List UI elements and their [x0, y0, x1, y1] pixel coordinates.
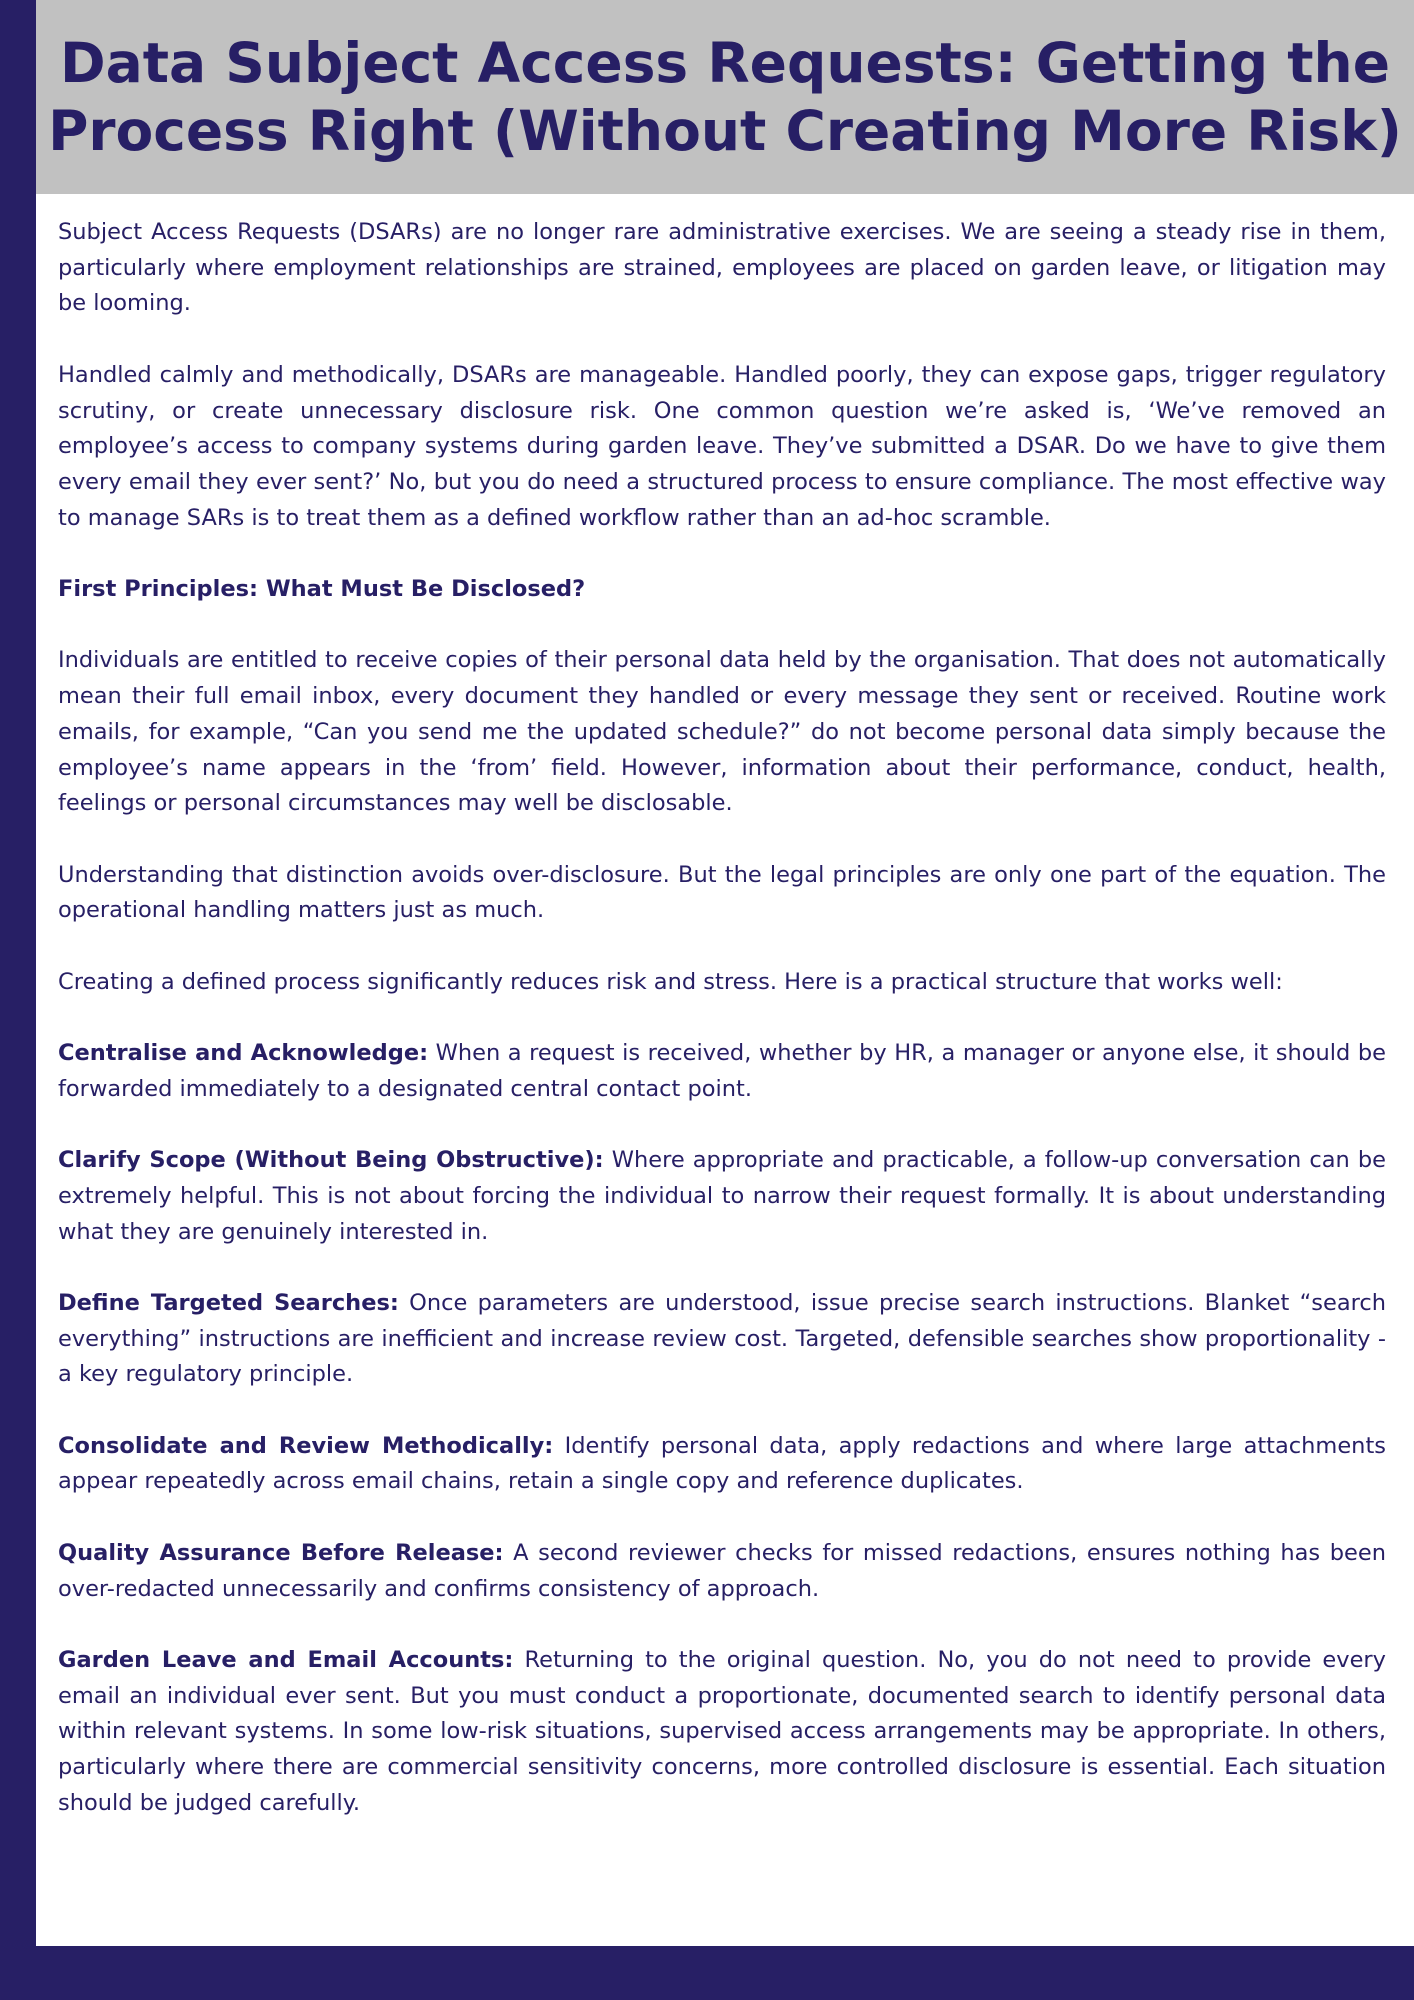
step-label: Clarify Scope (Without Being Obstructive):	[58, 1147, 604, 1174]
page-title	[48, 29, 1402, 165]
title-line-2: Process Right (Without Creating More Risk)	[48, 99, 1402, 163]
title-banner	[36, 0, 1414, 194]
step-label: Define Targeted Searches:	[58, 1289, 399, 1316]
step-text: Returning to the original question. No, you do not need to provide every email an individual ever sent. But you must conduct a proportionate, documented search to identify personal data within relevant systems. In some low-risk situations, supervised access arrangements may be appropriate. In others, particularly where there are commercial sensitivity concerns, more controlled disclosure is essential. Each situation should be judged carefully.	[58, 1646, 1386, 1816]
process-step	[58, 1429, 1386, 1500]
process-step	[58, 1643, 1386, 1822]
process-step	[58, 1036, 1386, 1107]
principles-paragraph: Understanding that distinction avoids over-disclosure. But the legal principles are only one part of the equation. The operational handling matters just as much.	[58, 861, 1386, 924]
title-line-1: Data Subject Access Requests: Getting the	[59, 31, 1391, 95]
step-label: Centralise and Acknowledge:	[58, 1040, 429, 1067]
section-heading	[58, 572, 1386, 608]
step-text: When a request is received, whether by HR, a manager or anyone else, it should be forwarded immediately to a designated central contact point.	[58, 1040, 1386, 1102]
process-step	[58, 1536, 1386, 1607]
step-label: Garden Leave and Email Accounts:	[58, 1646, 514, 1673]
process-intro: Creating a defined process significantly reduces risk and stress. Here is a practical structure that works well:	[58, 968, 1283, 995]
step-label: Quality Assurance Before Release:	[58, 1539, 504, 1566]
step-text: Identify personal data, apply redactions and where large attachments appear repeatedly across email chains, retain a single copy and reference duplicates.	[58, 1432, 1386, 1495]
intro-paragraph: Handled calmly and methodically, DSARs are manageable. Handled poorly, they can expose gaps, trigger regulatory scrutiny, or create unnecessary disclosure risk. One common question we’re asked is, ‘We’ve removed an employee’s access to company systems during garden leave. They’ve submitted a DSAR. Do we have to give them every email they ever sent?’ No, but you do need a structured process to ensure compliance. The most effective way to manage SARs is to treat them as a defined workflow rather than an ad-hoc scramble.	[58, 361, 1386, 531]
step-text: Once parameters are understood, issue precise search instructions. Blanket “search everything” instructions are inefficient and increase review cost. Targeted, defensible searches show proportionality - a key regulatory principle.	[58, 1289, 1386, 1388]
principles-paragraph: Individuals are entitled to receive copies of their personal data held by the organisation. That does not automatically mean their full email inbox, every document they handled or every message they sent or received. Routine work emails, for example, “Can you send me the updated schedule?” do not become personal data simply because the employee’s name appears in the ‘from’ field. However, information about their performance, conduct, health, feelings or personal circumstances may well be disclosable.	[58, 647, 1386, 817]
step-label: Consolidate and Review Methodically:	[58, 1432, 554, 1459]
process-step	[58, 1286, 1386, 1393]
section-heading-text: First Principles: What Must Be Disclosed?	[58, 576, 586, 602]
process-step	[58, 1143, 1386, 1250]
step-text: A second reviewer checks for missed redactions, ensures nothing has been over-redacted unnecessarily and confirms consistency of approach.	[58, 1539, 1386, 1602]
step-text: Where appropriate and practicable, a follow-up conversation can be extremely helpful. This is not about forcing the individual to narrow their request formally. It is about understanding what they are genuinely interested in.	[58, 1147, 1386, 1245]
bottom-accent-band	[0, 1946, 1414, 2000]
intro-paragraph: Subject Access Requests (DSARs) are no longer rare administrative exercises. We are seeing a steady rise in them, particularly where employment relationships are strained, employees are placed on garden leave, or litigation may be looming.	[58, 219, 1386, 317]
article-body	[58, 215, 1386, 1821]
left-accent-band	[0, 0, 36, 2000]
